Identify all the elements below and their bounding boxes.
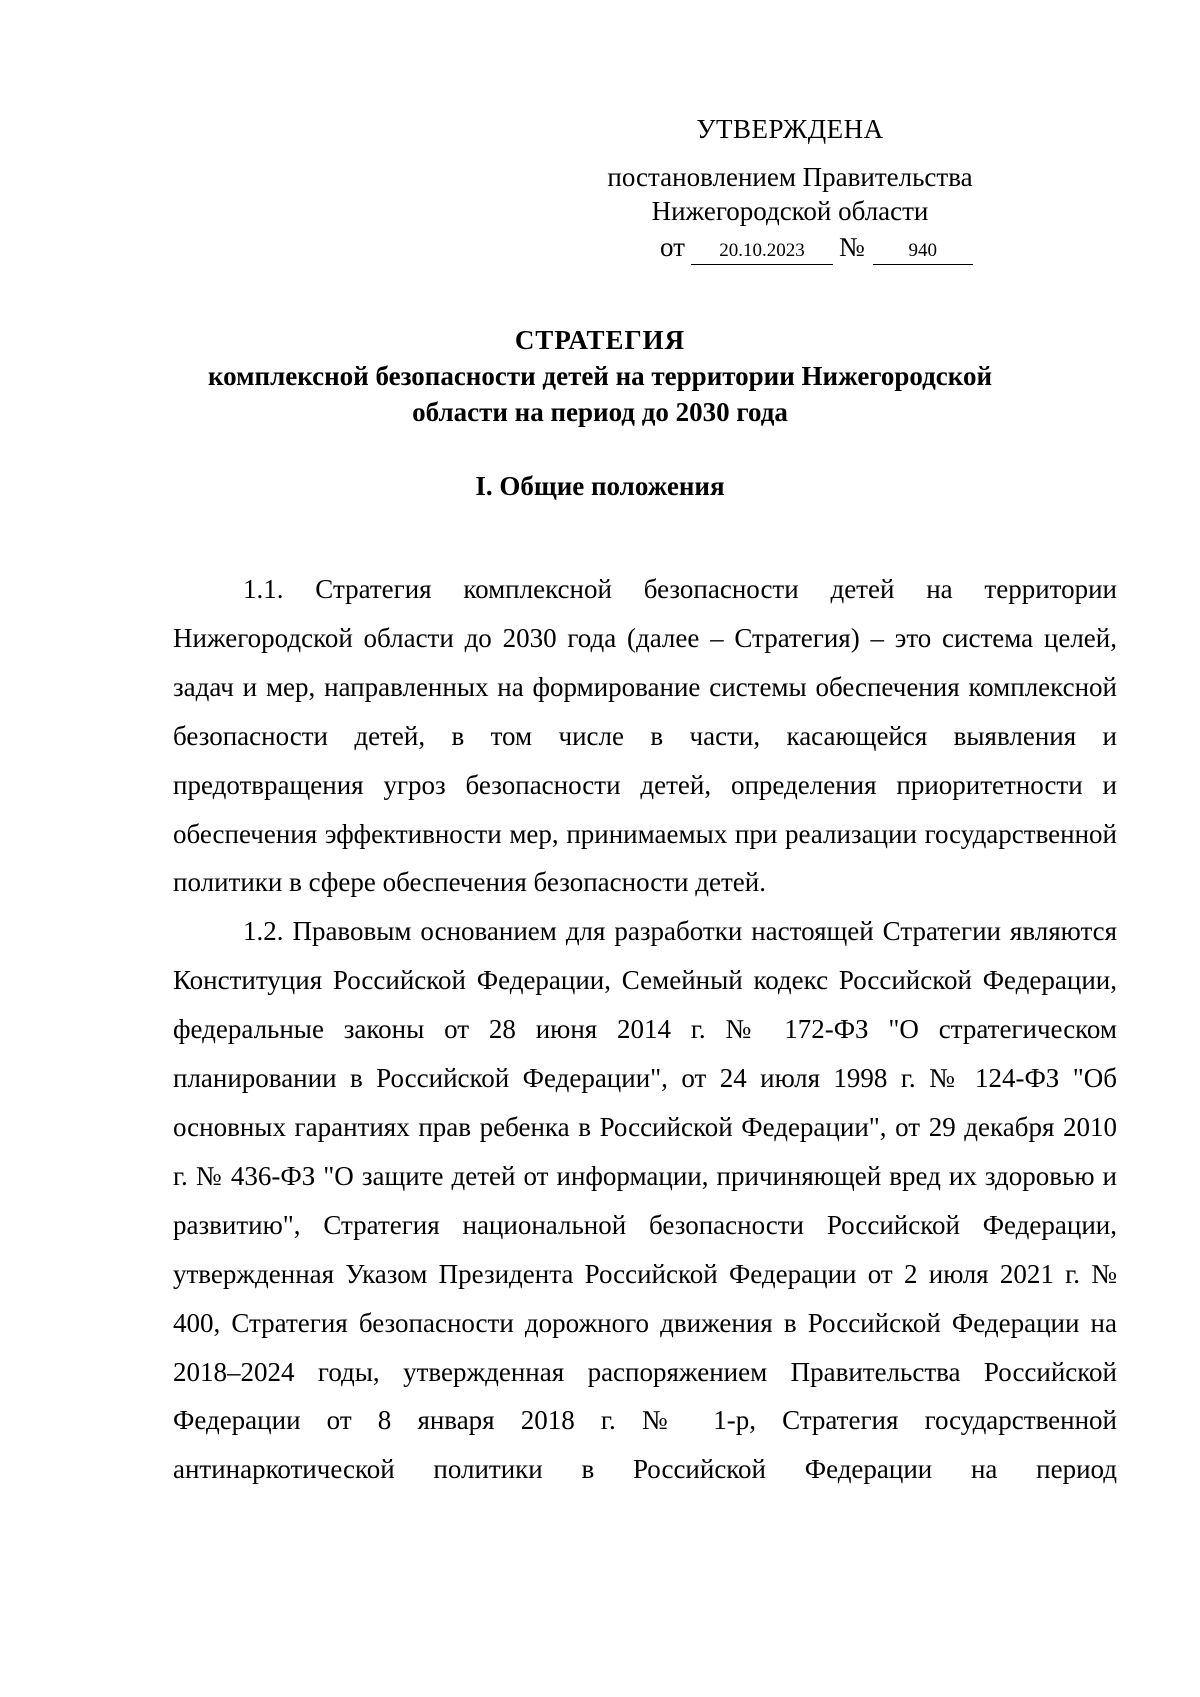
document-title: [150, 322, 1050, 430]
paragraph-1-2: 1.2. Правовым основанием для разработки настоящей Стратегии являются Конституция Российской Федерации, Семейный кодекс Российской Федерации, федеральные законы от 28 июня 2014 г. № 172-ФЗ "О стратегическом планировании в Российской Федерации", от 24 июля 1998 г. № 124-ФЗ "Об основных гарантиях прав ребенка в Российской Федерации", от 29 декабря 2010 г. № 436-ФЗ "О защите детей от информации, причиняющей вред их здоровью и развитию", Стратегия национальной безопасности Российской Федерации, утвержденная Указом Президента Российской Федерации от 2 июля 2021 г. № 400, Стратегия безопасности дорожного движения в Российской Федерации на 2018–2024 годы, утвержденная распоряжением Правительства Российской Федерации от 8 января 2018 г. № 1-р, Стратегия государственной антинаркотической политики в Российской Федерации на период: [173, 916, 1117, 1485]
paragraph-1-1: 1.1. Стратегия комплексной безопасности детей на территории Нижегородской области до 2030 года (далее – Стратегия) – это система целей, задач и мер, направленных на формирование системы обеспечения комплексной безопасности детей, в том числе в части, касающейся выявления и предотвращения угроз безопасности детей, определения приоритетности и обеспечения эффективности мер, принимаемых при реализации государственной политики в сфере обеспечения безопасности детей.: [173, 574, 1117, 898]
document-body: [173, 565, 1117, 1494]
approval-number: 940: [873, 238, 973, 265]
approval-date-line: [560, 230, 1020, 265]
approval-line-2: Нижегородской области: [651, 196, 929, 226]
title-line-1: комплексной безопасности детей на территории Нижегородской: [207, 361, 993, 391]
approval-line-1: постановлением Правительства: [607, 162, 973, 192]
title-main: СТРАТЕГИЯ: [514, 325, 686, 355]
number-sign: №: [838, 232, 865, 262]
date-prefix: от: [660, 232, 685, 262]
approval-block: [560, 112, 1020, 265]
approval-stamp: УТВЕРЖДЕНА: [696, 114, 884, 144]
section-heading: I. Общие положения: [475, 471, 725, 501]
title-line-2: области на период до 2030 года: [412, 397, 788, 427]
approval-date: 20.10.2023: [691, 238, 833, 265]
